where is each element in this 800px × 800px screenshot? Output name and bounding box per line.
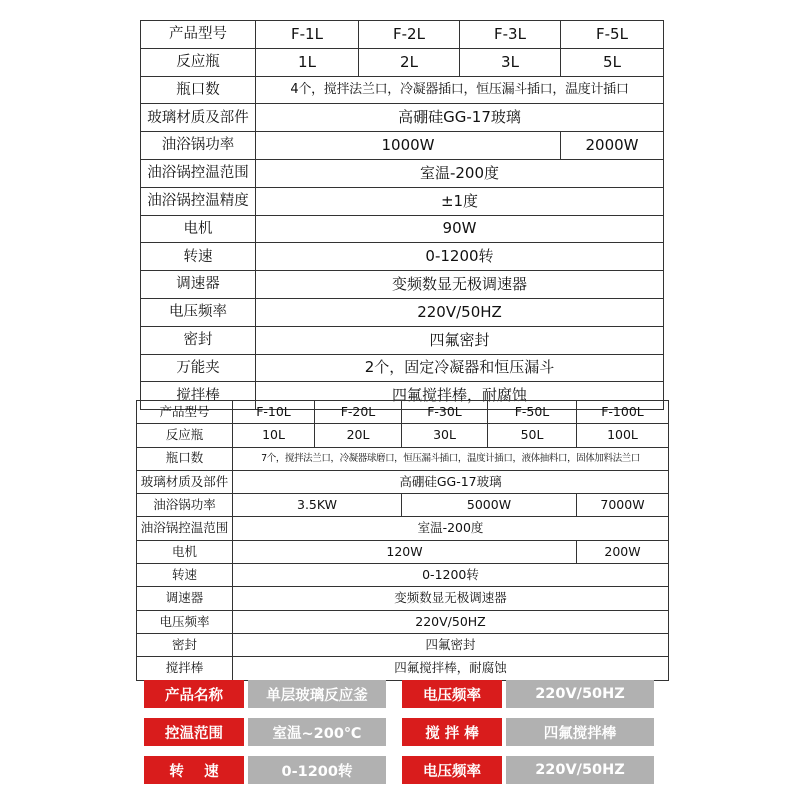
value-cell: 高硼硅GG-17玻璃 [233, 470, 669, 493]
value-cell: 1L [256, 48, 359, 76]
model-cell: F-100L [577, 401, 669, 424]
value-cell: 3.5KW [233, 494, 402, 517]
model-cell: F-2L [359, 21, 460, 49]
row-label: 搅拌棒 [137, 657, 233, 680]
value-cell: 7个，搅拌法兰口，冷凝器球磨口，恒压漏斗插口，温度计插口，液体抽料口，固体加料法兰口 [233, 447, 669, 470]
summary-row [144, 718, 654, 746]
summary-row [144, 680, 654, 708]
spec-table-small [140, 20, 664, 410]
row-label: 转速 [141, 243, 256, 271]
row-label: 油浴锅功率 [141, 132, 256, 160]
value-cell: 四氟搅拌棒，耐腐蚀 [256, 382, 664, 410]
row-label: 玻璃材质及部件 [137, 470, 233, 493]
value-cell: 2000W [561, 132, 664, 160]
row-label: 反应瓶 [137, 424, 233, 447]
model-cell: F-20L [315, 401, 402, 424]
table-row [141, 76, 664, 104]
value-cell: 变频数显无极调速器 [233, 587, 669, 610]
table-row [137, 564, 669, 587]
value-cell: 四氟搅拌棒，耐腐蚀 [233, 657, 669, 680]
row-label: 玻璃材质及部件 [141, 104, 256, 132]
table-row [137, 587, 669, 610]
table-row [141, 21, 664, 49]
value-cell: 0-1200转 [256, 243, 664, 271]
row-label: 万能夹 [141, 354, 256, 382]
summary-value: 220V/50HZ [506, 756, 654, 784]
model-cell: F-50L [488, 401, 577, 424]
value-cell: 室温-200度 [256, 159, 664, 187]
value-cell: 90W [256, 215, 664, 243]
table-row [141, 215, 664, 243]
summary-value: 220V/50HZ [506, 680, 654, 708]
summary-key: 控温范围 [144, 718, 244, 746]
row-label: 产品型号 [137, 401, 233, 424]
value-cell: 2个，固定冷凝器和恒压漏斗 [256, 354, 664, 382]
row-label: 反应瓶 [141, 48, 256, 76]
value-cell: 0-1200转 [233, 564, 669, 587]
row-label: 瓶口数 [137, 447, 233, 470]
model-cell: F-5L [561, 21, 664, 49]
model-cell: F-30L [402, 401, 488, 424]
summary-key: 电压频率 [402, 756, 502, 784]
row-label: 电机 [137, 540, 233, 563]
value-cell: 4个，搅拌法兰口，冷凝器插口，恒压漏斗插口，温度计插口 [256, 76, 664, 104]
row-label: 油浴锅控温精度 [141, 187, 256, 215]
row-label: 转速 [137, 564, 233, 587]
table-row [137, 517, 669, 540]
summary-key: 产品名称 [144, 680, 244, 708]
table-row [137, 657, 669, 680]
table-row [137, 470, 669, 493]
table-row [137, 401, 669, 424]
value-cell: 220V/50HZ [233, 610, 669, 633]
table-row [141, 132, 664, 160]
row-label: 油浴锅控温范围 [137, 517, 233, 540]
value-cell: 220V/50HZ [256, 298, 664, 326]
row-label: 搅拌棒 [141, 382, 256, 410]
value-cell: 120W [233, 540, 577, 563]
row-label: 密封 [141, 326, 256, 354]
table-row [141, 159, 664, 187]
table-row [137, 494, 669, 517]
value-cell: 3L [460, 48, 561, 76]
table-row [141, 48, 664, 76]
value-cell: 室温-200度 [233, 517, 669, 540]
model-cell: F-1L [256, 21, 359, 49]
table-row [137, 540, 669, 563]
value-cell: 5000W [402, 494, 577, 517]
value-cell: 四氟密封 [233, 633, 669, 656]
table-row [141, 298, 664, 326]
table-row [141, 354, 664, 382]
table-row [141, 243, 664, 271]
row-label: 电机 [141, 215, 256, 243]
table-row [137, 447, 669, 470]
summary-value: 0-1200转 [248, 756, 386, 784]
value-cell: 10L [233, 424, 315, 447]
value-cell: 20L [315, 424, 402, 447]
summary-key: 搅 拌 棒 [402, 718, 502, 746]
value-cell: 50L [488, 424, 577, 447]
row-label: 油浴锅功率 [137, 494, 233, 517]
value-cell: 2L [359, 48, 460, 76]
model-cell: F-3L [460, 21, 561, 49]
value-cell: 5L [561, 48, 664, 76]
value-cell: 200W [577, 540, 669, 563]
table-row [141, 271, 664, 299]
spec-table-large [136, 400, 669, 681]
summary-panel [144, 680, 654, 790]
table-row [137, 633, 669, 656]
summary-key: 电压频率 [402, 680, 502, 708]
summary-row [144, 756, 654, 784]
table-row [141, 187, 664, 215]
summary-value: 单层玻璃反应釜 [248, 680, 386, 708]
summary-value: 室温~200℃ [248, 718, 386, 746]
table-row [137, 424, 669, 447]
value-cell: 7000W [577, 494, 669, 517]
row-label: 产品型号 [141, 21, 256, 49]
row-label: 油浴锅控温范围 [141, 159, 256, 187]
row-label: 瓶口数 [141, 76, 256, 104]
value-cell: 变频数显无极调速器 [256, 271, 664, 299]
row-label: 密封 [137, 633, 233, 656]
row-label: 调速器 [137, 587, 233, 610]
model-cell: F-10L [233, 401, 315, 424]
value-cell: 100L [577, 424, 669, 447]
summary-key: 转 速 [144, 756, 244, 784]
value-cell: ±1度 [256, 187, 664, 215]
row-label: 电压频率 [141, 298, 256, 326]
table-row [141, 104, 664, 132]
value-cell: 30L [402, 424, 488, 447]
table-row [137, 610, 669, 633]
value-cell: 四氟密封 [256, 326, 664, 354]
row-label: 电压频率 [137, 610, 233, 633]
summary-value: 四氟搅拌棒 [506, 718, 654, 746]
row-label: 调速器 [141, 271, 256, 299]
value-cell: 1000W [256, 132, 561, 160]
value-cell: 高硼硅GG-17玻璃 [256, 104, 664, 132]
table-row [141, 326, 664, 354]
